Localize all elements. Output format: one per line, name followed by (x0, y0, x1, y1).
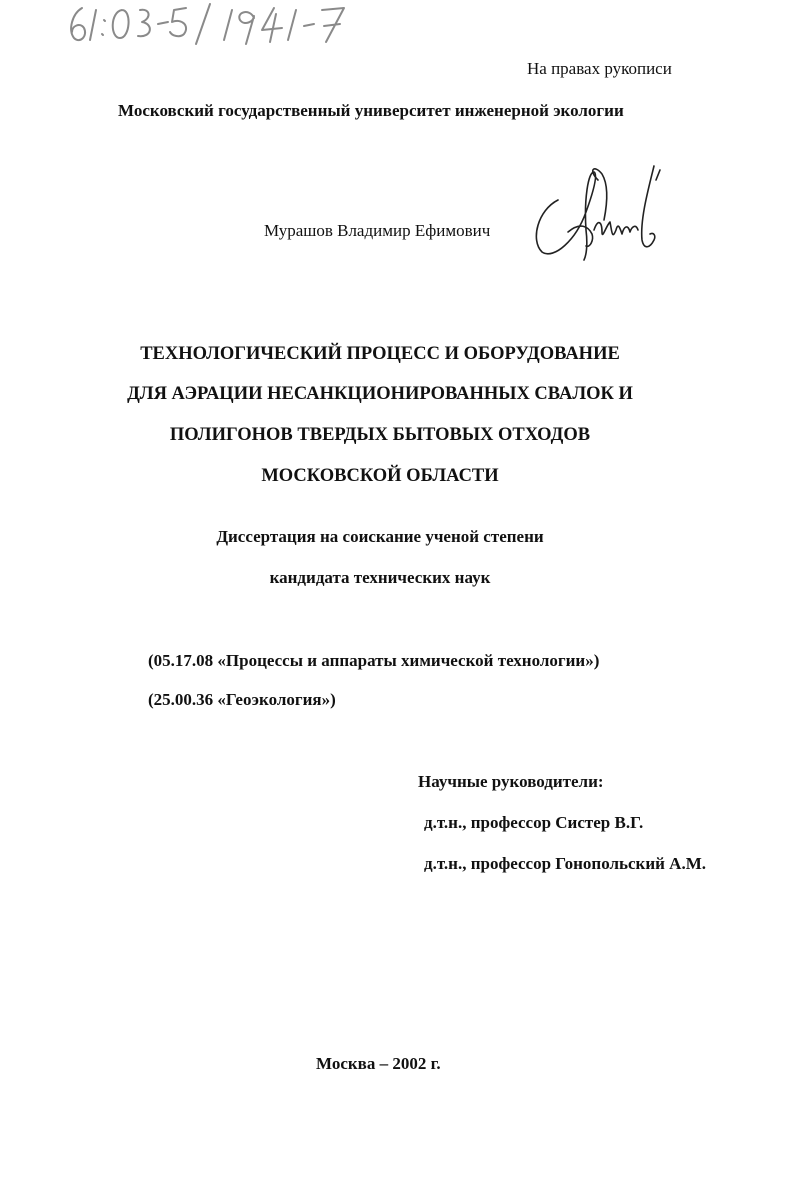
supervisor-2: д.т.н., профессор Гонопольский А.М. (424, 854, 706, 873)
supervisor-1: д.т.н., профессор Систер В.Г. (424, 813, 644, 832)
place-year: Москва – 2002 г. (316, 1054, 441, 1073)
university-name: Московский государственный университет инженерной экологии (118, 101, 624, 120)
handwritten-catalog-mark (60, 0, 350, 48)
title-line-4: МОСКОВСКОЙ ОБЛАСТИ (261, 466, 499, 486)
title-line-3: ПОЛИГОНОВ ТВЕРДЫХ БЫТОВЫХ ОТХОДОВ (169, 425, 591, 445)
author-name: Мурашов Владимир Ефимович (264, 221, 491, 240)
title-line-2: ДЛЯ АЭРАЦИИ НЕСАНКЦИОНИРОВАННЫХ СВАЛОК И (127, 384, 633, 404)
author-signature (528, 160, 678, 265)
specialty-1: (05.17.08 «Процессы и аппараты химической технологии») (148, 651, 600, 670)
rights-note: На правах рукописи (527, 59, 672, 78)
specialty-2: (25.00.36 «Геоэкология») (148, 690, 336, 709)
supervisors-heading: Научные руководители: (418, 772, 604, 791)
title-line-1: ТЕХНОЛОГИЧЕСКИЙ ПРОЦЕСС И ОБОРУДОВАНИЕ (140, 344, 620, 364)
degree-line-1: Диссертация на соискание ученой степени (216, 527, 544, 546)
degree-line-2: кандидата технических наук (269, 568, 491, 587)
